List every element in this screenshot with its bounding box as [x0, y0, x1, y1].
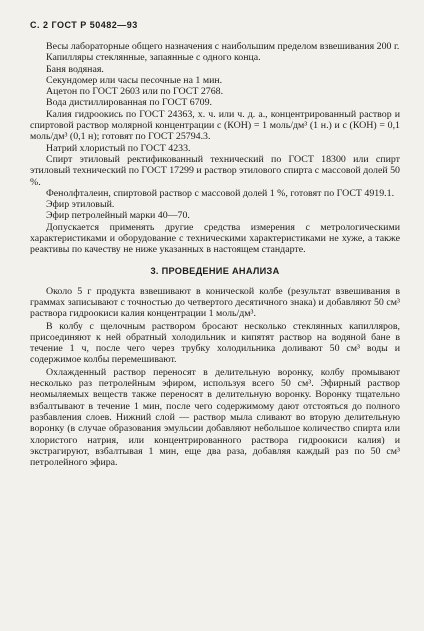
- reagents-list: [30, 41, 400, 256]
- list-item: Ацетон по ГОСТ 2603 или по ГОСТ 2768.: [46, 86, 224, 98]
- paragraph: В колбу с щелочным раствором бросают несколько стеклянных капилляров, присоединяют к ней обратный холодильник и кипятят раствор на водяной бане в течение 1 ч, после чего через трубку холодильника доливают 50 см³ воды и содержимое колбы перемешивают.: [30, 320, 400, 366]
- list-item: Натрий хлористый по ГОСТ 4233.: [46, 142, 191, 154]
- list-item: Вода дистиллированная по ГОСТ 6709.: [46, 97, 213, 109]
- list-item: Капилляры стеклянные, запаянные с одного конца.: [46, 52, 261, 64]
- paragraph: Охлажденный раствор переносят в делительную воронку, колбу промывают несколько раз петролейным эфиром, используя всего 50 см³. Эфирный раствор неомыляемых веществ также переносят в делительную воронку. Воронку тщательно взбалтывают в течение 1 мин, после чего содержимому дают отстояться до полного разбавления слоев. Нижний слой — раствор мыла сливают во вторую делительную воронку (в случае образования эмульсии добавляют небольшое количество спирта или хлористого натрия, или концентрированного раствора гидроокиси калия) и экстрагируют, взбалтывая 1 мин, еще два раза, добавляя каждый раз по 50 см³ петролейного эфира.: [30, 366, 400, 469]
- list-item: Эфир петролейный марки 40—70.: [46, 210, 190, 222]
- list-item: Допускается применять другие средства измерения с метрологическими характеристиками и оборудование с техническими характеристиками не хуже, а также реактивы по качеству не ниже указанных в настоящем стандарте.: [30, 221, 400, 256]
- page-header: С. 2 ГОСТ Р 50482—93: [30, 20, 138, 30]
- section-heading: 3. ПРОВЕДЕНИЕ АНАЛИЗА: [150, 265, 280, 276]
- list-item: Весы лабораторные общего назначения с наибольшим пределом взвешивания 200 г.: [46, 41, 400, 52]
- list-item: Спирт этиловый ректификованный технический по ГОСТ 18300 или спирт этиловый технический по ГОСТ 17299 и раствор этилового спирта с массовой долей 50 %.: [30, 153, 400, 188]
- list-item: Баня водяная.: [46, 63, 104, 75]
- list-item: Калия гидроокись по ГОСТ 24363, х. ч. или ч. д. а., концентрированный раствор и спиртовой раствор молярной концентрации с (КОН) = 1 моль/дм³ (1 н.) и с (КОН) = 0,1 моль/дм³ (0,1 н); готовят по ГОСТ 25794.3.: [30, 108, 400, 143]
- list-item: Эфир этиловый.: [46, 199, 115, 211]
- list-item: Секундомер или часы песочные на 1 мин.: [46, 74, 223, 86]
- list-item: Фенолфталеин, спиртовой раствор с массовой долей 1 %, готовят по ГОСТ 4919.1.: [46, 187, 395, 199]
- paragraph: Около 5 г продукта взвешивают в конической колбе (результат взвешивания в граммах записывают с точностью до четвертого десятичного знака) и добавляют 50 см³ раствора гидроокиси калия концентрации 1 моль/дм³.: [30, 285, 400, 320]
- analysis-section: [30, 286, 400, 469]
